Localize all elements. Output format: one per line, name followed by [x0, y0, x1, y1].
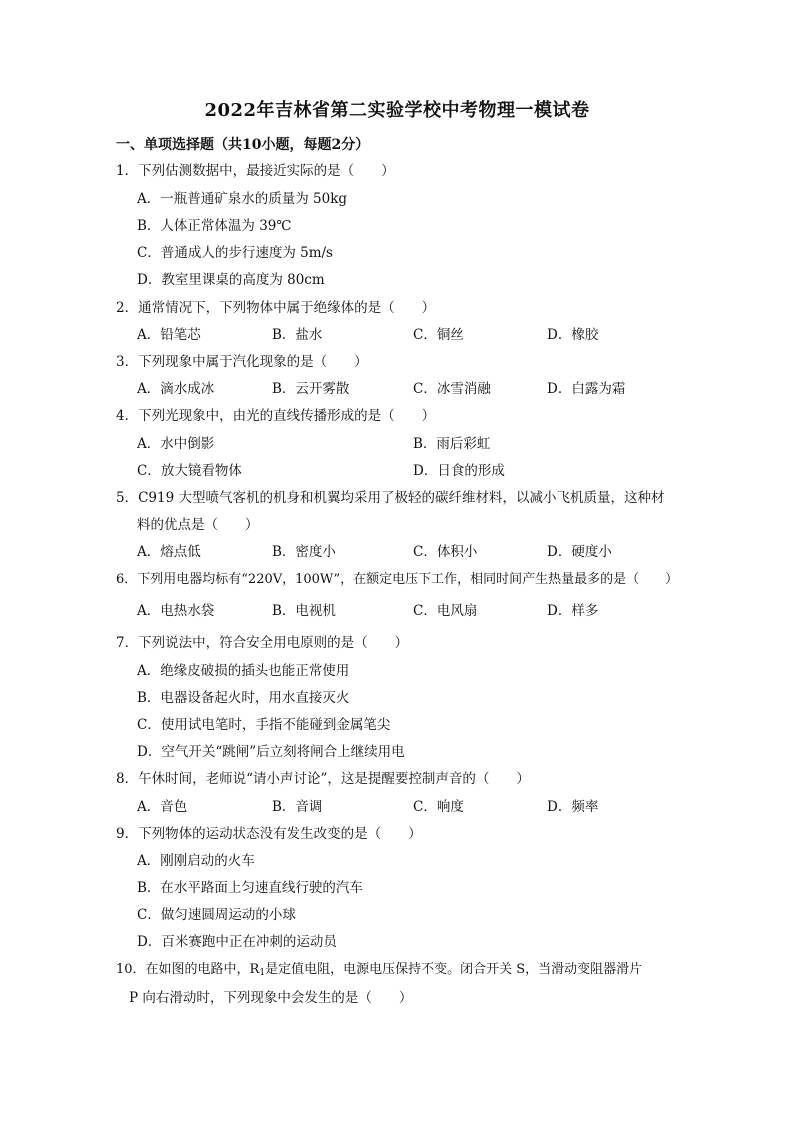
question-9-stem: 9．下列物体的运动状态没有发生改变的是（ ）: [116, 826, 422, 842]
question-2-option-d: D．橡胶: [547, 327, 599, 343]
question-8-option-b: B．音调: [272, 799, 323, 815]
question-2-option-c: C．铜丝: [413, 327, 464, 343]
question-5-stem-line1: 5．C919 大型喷气客机的机身和机翼均采用了极轻的碳纤维材料，以减小飞机质量，这种材: [116, 490, 665, 506]
question-5-option-c: C．体积小: [413, 544, 478, 560]
question-3-option-c: C．冰雪消融: [413, 381, 491, 397]
question-10-stem-line2: P 向右滑动时，下列现象中会发生的是（ ）: [129, 990, 413, 1006]
question-10-subscript: 1: [259, 968, 266, 978]
question-8-option-a: A．音色: [137, 799, 188, 815]
question-3-option-a: A．滴水成冰: [137, 381, 215, 397]
question-9-option-a: A．刚刚启动的火车: [137, 853, 255, 869]
question-3-stem: 3．下列现象中属于汽化现象的是（ ）: [116, 354, 368, 370]
question-6-stem: 6．下列用电器均标有“220V，100W”，在额定电压下工作，相同时间产生热量最多的是（ ）: [116, 572, 679, 587]
question-6-option-b: B．电视机: [272, 603, 336, 619]
question-10-text-a: 10．在如图的电路中，R: [116, 962, 260, 977]
question-10-text-b: 是定值电阻，电源电压保持不变。闭合开关 S，当滑动变阻器滑片: [265, 962, 643, 977]
question-7-stem: 7．下列说法中，符合安全用电原则的是（ ）: [116, 635, 409, 651]
question-4-stem: 4．下列光现象中，由光的直线传播形成的是（ ）: [116, 408, 436, 424]
question-4-option-d: D．日食的形成: [413, 463, 505, 479]
question-9-option-b: B．在水平路面上匀速直线行驶的汽车: [137, 880, 363, 896]
question-1-option-a: A．一瓶普通矿泉水的质量为 50kg: [137, 191, 348, 207]
question-5-option-b: B．密度小: [272, 544, 336, 560]
question-1-option-d: D．教室里课桌的高度为 80cm: [137, 272, 325, 288]
question-5-stem-line2: 料的优点是（ ）: [137, 517, 259, 533]
question-6-option-d: D．样多: [547, 603, 599, 619]
question-3-option-d: D．白露为霜: [547, 381, 626, 397]
question-7-option-c: C．使用试电笔时，手指不能碰到金属笔尖: [137, 717, 391, 733]
question-4-option-a: A．水中倒影: [137, 436, 215, 452]
question-5-option-d: D．硬度小: [547, 544, 612, 560]
question-6-option-c: C．电风扇: [413, 603, 478, 619]
question-4-option-c: C．放大镜看物体: [137, 463, 242, 479]
question-8-option-c: C．响度: [413, 799, 464, 815]
question-3-option-b: B．云开雾散: [272, 381, 350, 397]
question-2-stem: 2．通常情况下，下列物体中属于绝缘体的是（ ）: [116, 300, 436, 316]
question-6-option-a: A．电热水袋: [137, 603, 215, 619]
question-7-option-b: B．电器设备起火时，用水直接灭火: [137, 690, 350, 706]
question-5-option-a: A．熔点低: [137, 544, 201, 560]
question-2-option-b: B．盐水: [272, 327, 323, 343]
question-10-stem-line1: [116, 961, 642, 982]
question-7-option-d: D．空气开关“跳闸”后立刻将闸合上继续用电: [137, 744, 405, 760]
question-2-option-a: A．铅笔芯: [137, 327, 201, 343]
question-1-option-b: B．人体正常体温为 39℃: [137, 218, 292, 234]
question-9-option-d: D．百米赛跑中正在冲刺的运动员: [137, 934, 337, 950]
question-7-option-a: A．绝缘皮破损的插头也能正常使用: [137, 663, 350, 679]
question-1-stem: 1．下列估测数据中，最接近实际的是（ ）: [116, 163, 395, 179]
question-1-option-c: C．普通成人的步行速度为 5m/s: [137, 245, 333, 261]
question-8-option-d: D．频率: [547, 799, 599, 815]
question-9-option-c: C．做匀速圆周运动的小球: [137, 907, 296, 923]
question-4-option-b: B．雨后彩虹: [413, 436, 491, 452]
section-heading: 一、单项选择题（共10小题，每题2分）: [116, 137, 370, 153]
page-title: 2022年吉林省第二实验学校中考物理一模试卷: [204, 100, 590, 121]
question-8-stem: 8．午休时间，老师说“请小声讨论”，这是提醒要控制声音的（ ）: [116, 771, 530, 787]
